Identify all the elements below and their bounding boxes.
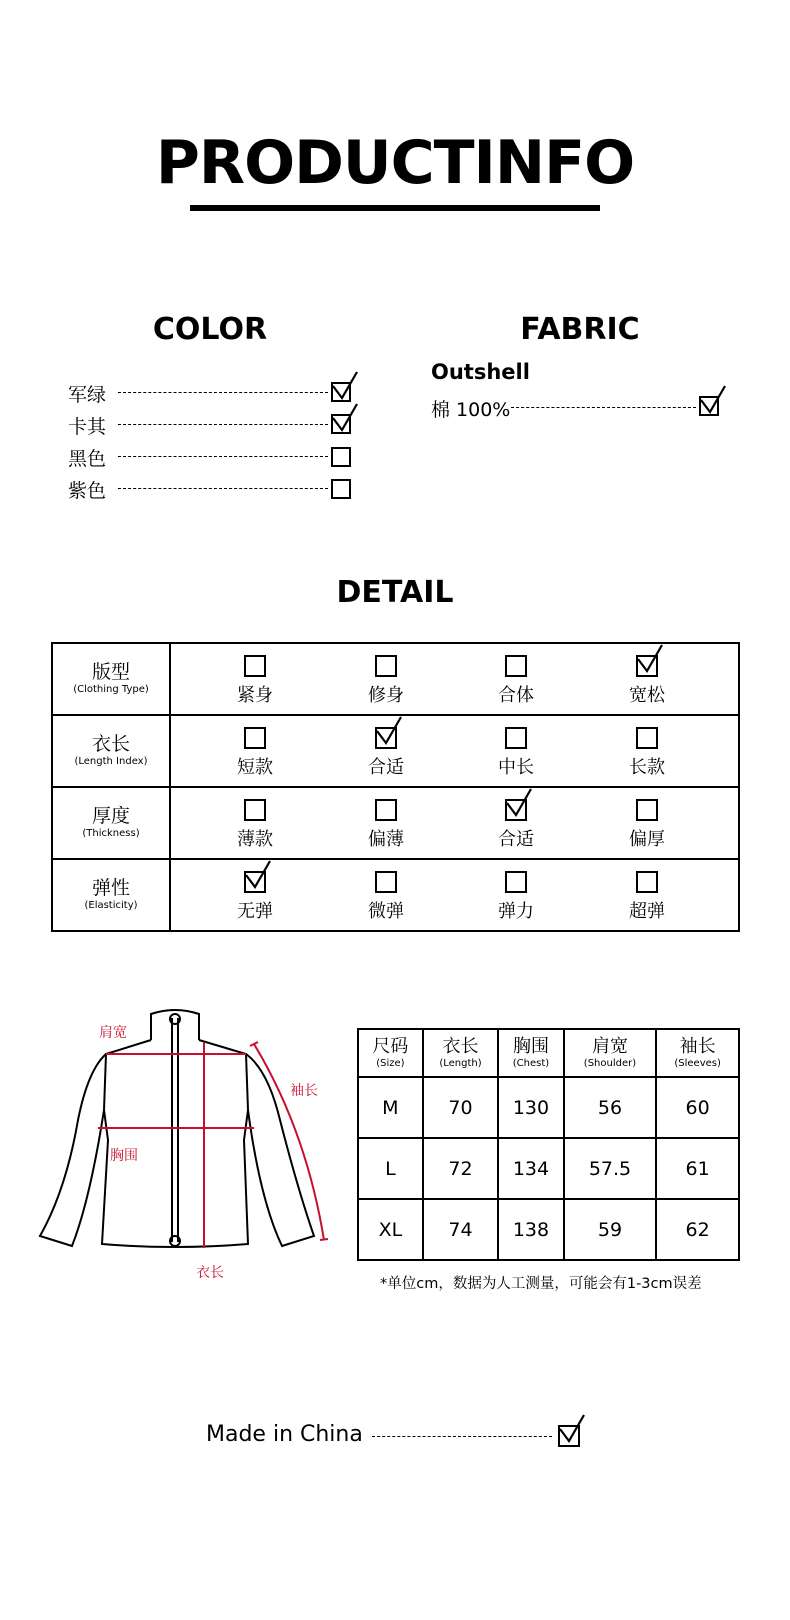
column-header: 袖长 [679, 1036, 716, 1057]
measurement-note: *单位cm，数据为人工测量，可能会有1-3cm误差 [380, 1276, 702, 1292]
leader-dots [118, 424, 328, 425]
checkmark-icon [636, 645, 666, 675]
table-cell: L [358, 1138, 423, 1199]
checkbox[interactable] [244, 799, 266, 821]
detail-row-clothing-type [52, 643, 739, 715]
option-slightly-thick[interactable]: 偏厚 [607, 799, 687, 851]
table-cell: 70 [423, 1077, 498, 1138]
color-label-0: 军绿 [68, 384, 107, 406]
detail-row-length [52, 715, 739, 787]
origin-label: Made in China [206, 1422, 363, 1447]
table-cell: 62 [656, 1199, 739, 1260]
table-cell: M [358, 1077, 423, 1138]
length-label: 衣长 [196, 1265, 224, 1281]
row-subtitle: (Length Index) [74, 756, 148, 767]
table-row [358, 1138, 739, 1199]
page-title: PRODUCTINFO [155, 128, 635, 198]
leader-dots [118, 488, 328, 489]
option-loose[interactable]: 宽松 [607, 655, 687, 707]
color-label-2: 黑色 [68, 448, 107, 470]
checkmark-icon [375, 717, 405, 747]
table-cell: 60 [656, 1077, 739, 1138]
leader-dots [511, 407, 696, 408]
checkbox[interactable] [375, 799, 397, 821]
table-cell: 59 [564, 1199, 657, 1260]
row-subtitle: (Clothing Type) [73, 684, 149, 695]
checkbox[interactable] [244, 655, 266, 677]
checkbox-origin[interactable] [558, 1425, 580, 1447]
fabric-outshell-label: Outshell [431, 360, 530, 384]
checkmark-icon [505, 789, 535, 819]
table-cell: 57.5 [564, 1138, 657, 1199]
checkbox-fabric[interactable] [699, 396, 719, 416]
body-outline [102, 1040, 248, 1247]
sleeve-measure-line [254, 1044, 324, 1240]
table-cell: XL [358, 1199, 423, 1260]
checkbox-color-0[interactable] [331, 382, 351, 402]
color-heading: COLOR [152, 312, 268, 347]
option-slim[interactable]: 修身 [346, 655, 426, 707]
checkbox-color-2[interactable] [331, 447, 351, 467]
option-thin[interactable]: 薄款 [215, 799, 295, 851]
checkmark-icon [244, 861, 274, 891]
option-tight[interactable]: 紧身 [215, 655, 295, 707]
color-label-1: 卡其 [68, 416, 107, 438]
option-short[interactable]: 短款 [215, 727, 295, 779]
jacket-measurement-diagram [38, 1010, 348, 1290]
leader-dots [118, 392, 328, 393]
option-fit[interactable]: 合适 [346, 727, 426, 779]
table-cell: 56 [564, 1077, 657, 1138]
option-slightly-thin[interactable]: 偏薄 [346, 799, 426, 851]
checkbox[interactable] [244, 727, 266, 749]
fabric-item-label: 棉 100% [431, 399, 511, 421]
leader-dots [372, 1436, 552, 1437]
checkbox[interactable] [505, 727, 527, 749]
checkbox[interactable] [244, 871, 266, 893]
table-row [358, 1077, 739, 1138]
checkbox[interactable] [636, 655, 658, 677]
table-cell: 130 [498, 1077, 563, 1138]
table-cell: 138 [498, 1199, 563, 1260]
checkbox[interactable] [636, 727, 658, 749]
option-stretch[interactable]: 弹力 [476, 871, 556, 923]
detail-row-elasticity [52, 859, 739, 931]
checkbox-color-1[interactable] [331, 414, 351, 434]
checkbox[interactable] [636, 799, 658, 821]
row-subtitle: (Elasticity) [84, 900, 138, 911]
checkmark-icon [558, 1415, 588, 1445]
table-cell: 74 [423, 1199, 498, 1260]
row-title: 版型 [91, 661, 130, 683]
row-title: 弹性 [91, 877, 130, 899]
sleeve-label: 袖长 [290, 1083, 318, 1099]
option-mid-length[interactable]: 中长 [476, 727, 556, 779]
table-cell: 72 [423, 1138, 498, 1199]
chest-label: 胸围 [110, 1148, 138, 1164]
option-slight-stretch[interactable]: 微弹 [346, 871, 426, 923]
checkmark-icon [699, 386, 729, 416]
row-title: 衣长 [91, 733, 130, 755]
option-medium[interactable]: 合适 [476, 799, 556, 851]
checkbox[interactable] [505, 871, 527, 893]
column-header: 肩宽 [591, 1036, 628, 1057]
checkbox[interactable] [505, 799, 527, 821]
option-super-stretch[interactable]: 超弹 [607, 871, 687, 923]
size-table-header: 尺码 (Size) 衣长 (Length) 胸围 (Chest) 肩宽 (Shoulder) 袖长 (Sleeves) [358, 1029, 739, 1077]
checkbox[interactable] [375, 871, 397, 893]
table-cell: 134 [498, 1138, 563, 1199]
left-sleeve-outline [40, 1054, 106, 1246]
detail-table [51, 642, 740, 932]
row-title: 厚度 [91, 805, 130, 827]
detail-row-thickness [52, 787, 739, 859]
option-long[interactable]: 长款 [607, 727, 687, 779]
option-no-stretch[interactable]: 无弹 [215, 871, 295, 923]
column-header: 衣长 [442, 1036, 479, 1057]
checkmark-icon [331, 372, 361, 402]
leader-dots [118, 456, 328, 457]
size-table [357, 1028, 740, 1261]
title-underline [190, 205, 600, 211]
option-regular[interactable]: 合体 [476, 655, 556, 707]
detail-heading: DETAIL [336, 575, 454, 610]
checkmark-icon [331, 404, 361, 434]
table-row [358, 1199, 739, 1260]
checkbox[interactable] [375, 655, 397, 677]
table-cell: 61 [656, 1138, 739, 1199]
checkbox[interactable] [505, 655, 527, 677]
column-header: 胸围 [512, 1036, 549, 1057]
row-subtitle: (Thickness) [82, 828, 140, 839]
checkbox[interactable] [636, 871, 658, 893]
shoulder-label: 肩宽 [99, 1025, 127, 1041]
fabric-heading: FABRIC [520, 312, 640, 347]
checkbox-color-3[interactable] [331, 479, 351, 499]
zipper-outline [172, 1018, 178, 1242]
checkbox[interactable] [375, 727, 397, 749]
column-header: 尺码 [372, 1036, 409, 1057]
color-label-3: 紫色 [68, 480, 107, 502]
